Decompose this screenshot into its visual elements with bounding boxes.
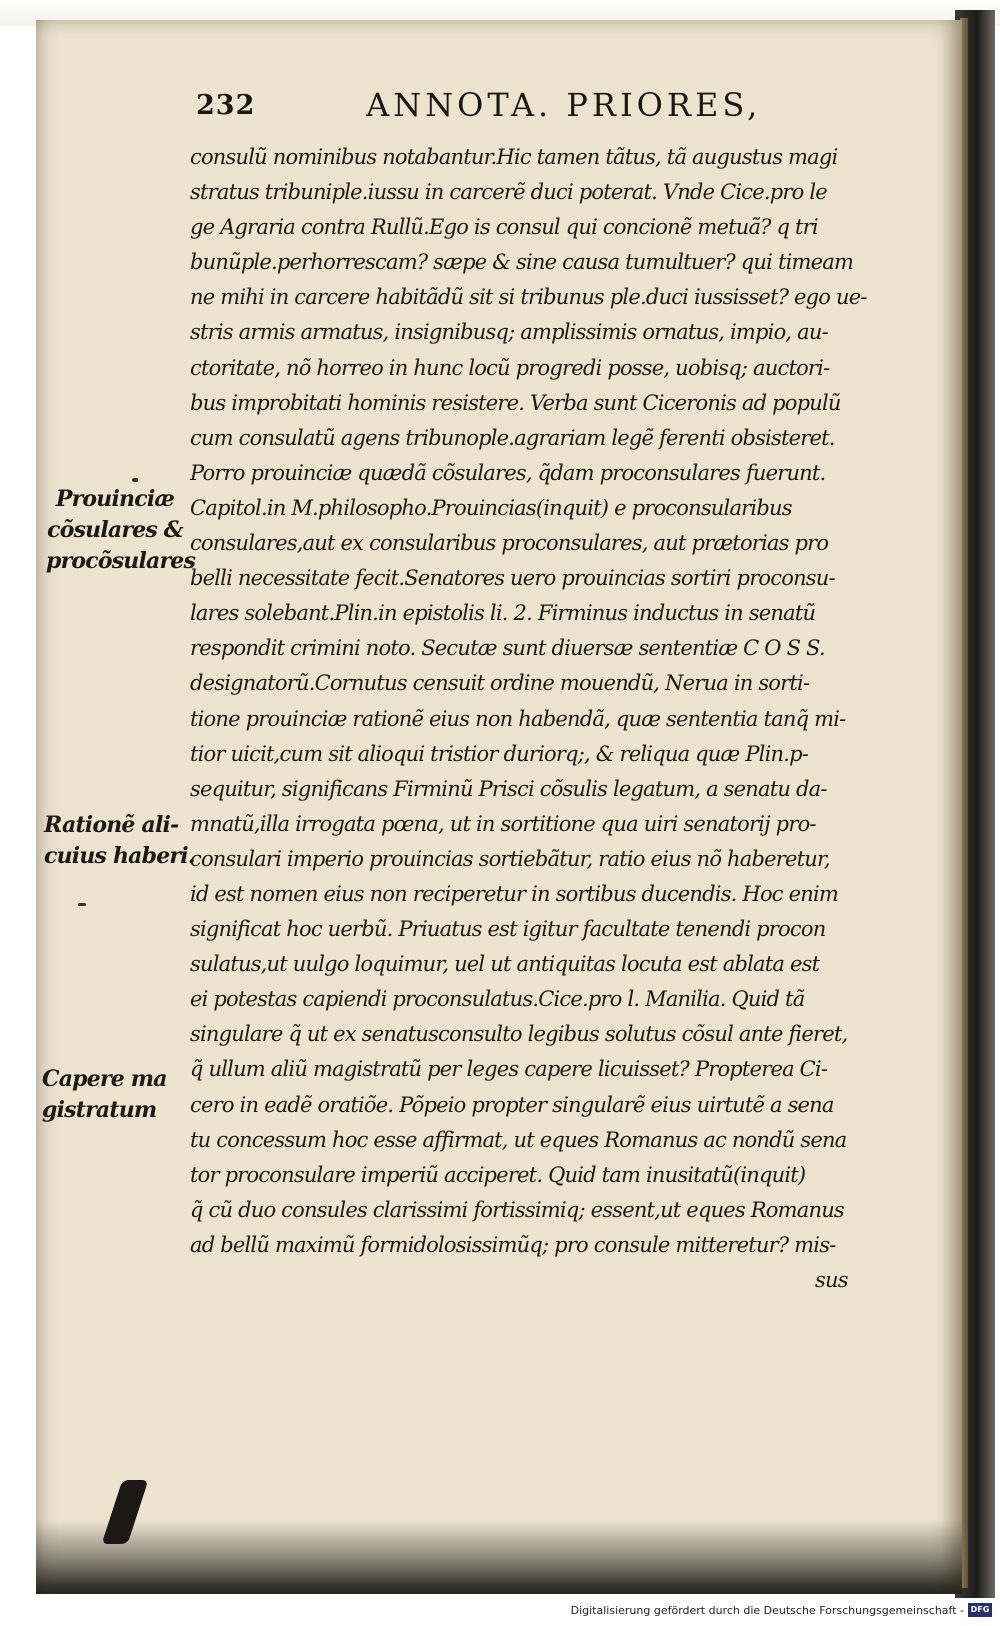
marginal-line: cuius haberi. [44,843,195,869]
text-line: q̃ cũ duo consules clarissimi fortissimiq; essent,ut eques Romanus [190,1197,844,1222]
marginal-line: Capere ma [42,1066,167,1092]
text-line: tor proconsulare imperiũ acciperet. Quid tam inusitatũ(inquit) [190,1162,806,1187]
text-line: tione prouinciæ rationẽ eius non habendã, quæ sententia tanq̃ mi- [190,706,846,731]
text-line: ad bellũ maximũ formidolosissimũq; pro consule mitteretur? mis- [190,1232,836,1257]
text-line: consulũ nominibus notabantur.Hic tamen tãtus, tã augustus magi [190,145,838,169]
text-line: ei potestas capiendi proconsulatus.Cice.pro l. Manilia. Quid tã [190,987,805,1012]
text-line: Capitol.in M.philosopho.Prouincias(inquit) e proconsularibus [190,495,792,520]
text-line: designatorũ.Cornutus censuit ordine mouendũ, Nerua in sorti- [190,671,810,696]
text-line: ctoritate, nõ horreo in hunc locũ progredi posse, uobisq; auctori- [190,355,830,380]
text-line: cum consulatũ agens tribunople.agrariam legẽ ferenti obsisteret. [190,425,835,450]
text-line: significat hoc uerbũ. Priuatus est igitur facultate tenendi procon [190,917,826,942]
marginal-note-ratio [44,810,195,872]
marginal-line: gistratum [42,1097,157,1123]
text-line: tior uicit,cum sit alioqui tristior duriorq;, & reliqua quæ Plin.p- [190,741,809,766]
text-line: bus improbitati hominis resistere. Verba sunt Ciceronis ad populũ [190,390,841,415]
dfg-logo: DFG [968,1603,992,1617]
text-line: q̃ ullum aliũ magistratũ per leges capere licuisset? Propterea Ci- [190,1057,828,1082]
marginal-line: cõsulares & [47,517,183,543]
text-line: belli necessitate fecit.Senatores uero prouincias sortiri proconsu- [190,566,835,591]
text-line: id est nomen eius non reciperetur in sortibus ducendis. Hoc enim [190,881,839,906]
text-line: mnatũ,illa irrogata pœna, ut in sortitione qua uiri senatorij pro- [190,811,816,836]
text-line: respondit crimini noto. Secutæ sunt diuersæ sententiæ C O S S. [190,636,825,661]
text-line: tu concessum hoc esse affirmat, ut eques Romanus ac nondũ sena [190,1127,847,1152]
digitization-footer [0,1598,1000,1626]
page-bottom-shadow [36,1520,962,1594]
text-line: Porro prouinciæ quædã cõsulares, q̃dam proconsulares fuerunt. [190,460,826,485]
margin-mark [78,903,86,906]
running-head: ANNOTA. PRIORES, [366,86,762,124]
text-line: ne mihi in carcere habitãdũ sit si tribunus ple.duci iussisset? ego ue- [190,285,867,310]
funding-credit: Digitalisierung gefördert durch die Deutsche Forschungsgemeinschaft - [570,1604,964,1617]
text-line: stratus tribuniple.iussu in carcerẽ duci poterat. Vnde Cice.pro le [190,180,827,205]
text-line: singulare q̃ ut ex senatusconsulto legibus solutus cõsul ante fieret, [190,1022,848,1047]
catchword: sus [815,1268,848,1292]
text-line: cero in eadẽ oratiõe. Põpeio propter singularẽ eius uirtutẽ a sena [190,1092,834,1117]
text-line: sulatus,ut uulgo loquimur, uel ut antiquitas locuta est ablata est [190,952,820,977]
text-line: sequitur, significans Firminũ Prisci cõsulis legatum, a senatu da- [190,776,827,801]
text-line: consulari imperio prouincias sortiebãtur, ratio eius nõ haberetur, [190,846,830,871]
text-line: lares solebant.Plin.in epistolis li. 2. Firminus inductus in senatũ [190,601,816,626]
text-line: consulares,aut ex consularibus proconsulares, aut prætorias pro [190,531,829,556]
page-number: 232 [196,90,256,121]
margin-mark [132,478,138,482]
text-line: ge Agraria contra Rullũ.Ego is consul qui concionẽ metuã? q tri [190,215,818,240]
marginal-line: Rationẽ ali- [44,812,179,838]
marginal-line: procõsulares [46,548,196,574]
marginal-line: Prouinciæ [55,486,175,512]
main-text-block [190,140,910,1298]
text-line: stris armis armatus, insignibusq; amplissimis ornatus, impio, au- [190,320,828,345]
marginal-note-provinces [46,484,196,577]
marginal-note-magistratum [42,1064,167,1126]
page-header [196,82,896,132]
text-line: bunũple.perhorrescam? sæpe & sine causa tumultuer? qui timeam [190,250,854,275]
